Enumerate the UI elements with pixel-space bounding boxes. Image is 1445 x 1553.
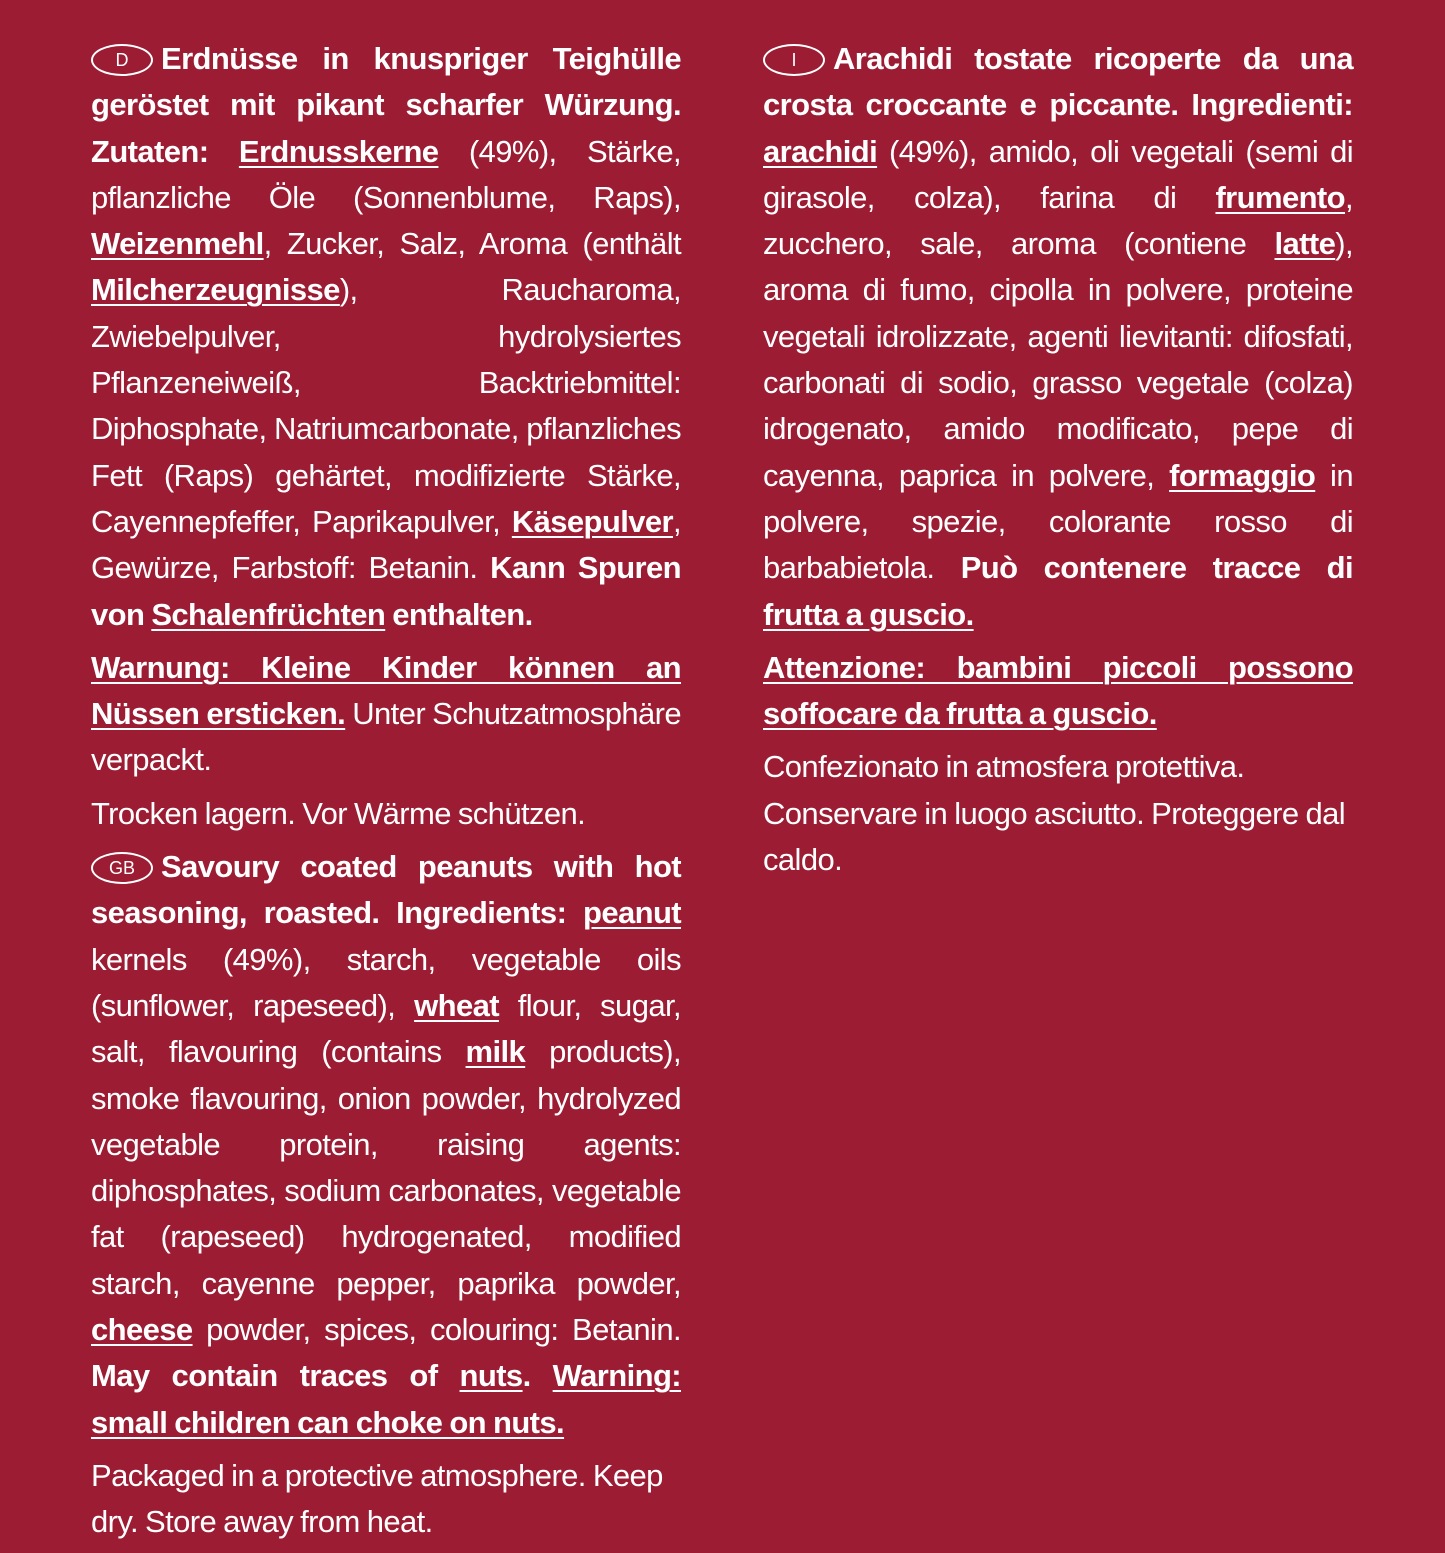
allergen-text: Warnung: Kleine Kinder können an Nüssen ersticken. [91, 649, 681, 732]
bold-text: May contain traces of [91, 1358, 460, 1394]
allergen-text: nuts [459, 1358, 523, 1394]
allergen-text: formaggio [1169, 457, 1316, 493]
allergen-text: frumento [1215, 179, 1345, 215]
gb-storage-text: Packaged in a protective atmosphere. Keep dry. Store away from heat. [91, 1457, 663, 1540]
allergen-text: wheat [414, 987, 499, 1023]
bold-text: enthalten. [385, 596, 533, 632]
allergen-text: Käsepulver [511, 503, 673, 539]
allergen-text: peanut [582, 895, 681, 931]
gb-ingredients-text: Savoury coated peanuts with hot seasoning, roasted. Ingredients: peanut kernels (49%), starch, vegetable oils (sunflower, rapeseed), wheat flour, sugar, salt, flavouring (contains milk products), smoke flavouring, onion powder, hydrolyzed vegetable protein, raising agents: diphosphates, sodium carbonates, vegetable fat (rapeseed) hydrogenated, modified starch, cayenne pepper, paprika powder, cheese powder, spices, colouring: Betanin. May contain traces of nuts. Warning: small children can choke on nuts. [91, 849, 681, 1440]
de-warning-paragraph [91, 645, 681, 784]
bold-text: Savoury coated peanuts with hot seasoning, roasted. Ingredients: [91, 849, 681, 931]
it-storage-text: Confezionato in atmosfera protettiva. Conservare in luogo asciutto. Proteggere dal caldo. [763, 749, 1346, 878]
bold-text: Arachidi tostate ricoperte da una crosta croccante e piccante. Ingredienti: [763, 41, 1353, 123]
allergen-text: milk [465, 1034, 526, 1070]
it-ingredients-text: Arachidi tostate ricoperte da una crosta croccante e piccante. Ingredienti: arachidi (49%), amido, oli vegetali (semi di girasole, colza), farina di frumento, zucchero, sale, aroma (contiene latte), aroma di fumo, cipolla in polvere, proteine vegetali idrolizzate, agenti lievitanti: difosfati, carbonati di sodio, grasso vegetale (colza) idrogenato, amido modificato, pepe di cayenna, paprica in polvere, formaggio in polvere, spezie, colorante rosso di barbabietola. Può contenere tracce di frutta a guscio. [763, 41, 1353, 632]
gb-ingredients-paragraph [91, 844, 681, 1446]
de-warning-text: Warnung: Kleine Kinder können an Nüssen ersticken. Unter Schutzatmosphäre verpackt. [91, 649, 681, 778]
allergen-text: Milcherzeugnisse [91, 272, 340, 308]
de-language-badge: D [91, 44, 153, 76]
gb-storage-paragraph [91, 1453, 681, 1546]
allergen-text: arachidi [763, 133, 878, 169]
de-ingredients-paragraph [91, 36, 681, 638]
bold-text: Kann Spuren von [91, 550, 681, 632]
allergen-text: Schalenfrüchten [151, 596, 386, 632]
allergen-text: Warning: small children can choke on nuts. [91, 1358, 681, 1440]
it-warning-paragraph [763, 645, 1353, 738]
left-column [91, 36, 681, 1553]
de-storage-paragraph [91, 791, 681, 837]
allergen-text: Weizenmehl [91, 226, 264, 262]
bold-text: . [522, 1358, 553, 1394]
it-language-badge: I [763, 44, 825, 76]
bold-text: Erdnüsse in knuspriger Teighülle geröstet mit pikant scharfer Würzung. Zutaten: [91, 41, 681, 169]
right-column [763, 36, 1353, 890]
allergen-text: latte [1274, 226, 1336, 262]
it-warning-text [763, 650, 1353, 731]
gb-language-badge: GB [91, 852, 153, 884]
it-storage-paragraph [763, 744, 1353, 883]
allergen-text: Attenzione: bambini piccoli possono soffocare da frutta a guscio. [763, 649, 1353, 732]
de-ingredients-text: Erdnüsse in knuspriger Teighülle geröstet mit pikant scharfer Würzung. Zutaten: Erdnusskerne (49%), Stärke, pflanzliche Öle (Sonnenblume, Raps), Weizenmehl, Zucker, Salz, Aroma (enthält Milcherzeugnisse), Raucharoma, Zwiebelpulver, hydrolysiertes Pflanzeneiweiß, Backtriebmittel: Diphosphate, Natriumcarbonate, pflanzliches Fett (Raps) gehärtet, modifizierte Stärke, Cayennepfeffer, Paprikapulver, Käsepulver, Gewürze, Farbstoff: Betanin. Kann Spuren von Schalenfrüchten enthalten. [91, 41, 681, 632]
bold-text: Può contenere tracce di [960, 550, 1353, 586]
allergen-text: Erdnusskerne [238, 133, 439, 169]
it-ingredients-paragraph [763, 36, 1353, 638]
allergen-text: frutta a guscio. [763, 596, 974, 632]
allergen-text: cheese [91, 1312, 193, 1348]
de-storage-text: Trocken lagern. Vor Wärme schützen. [91, 795, 586, 831]
